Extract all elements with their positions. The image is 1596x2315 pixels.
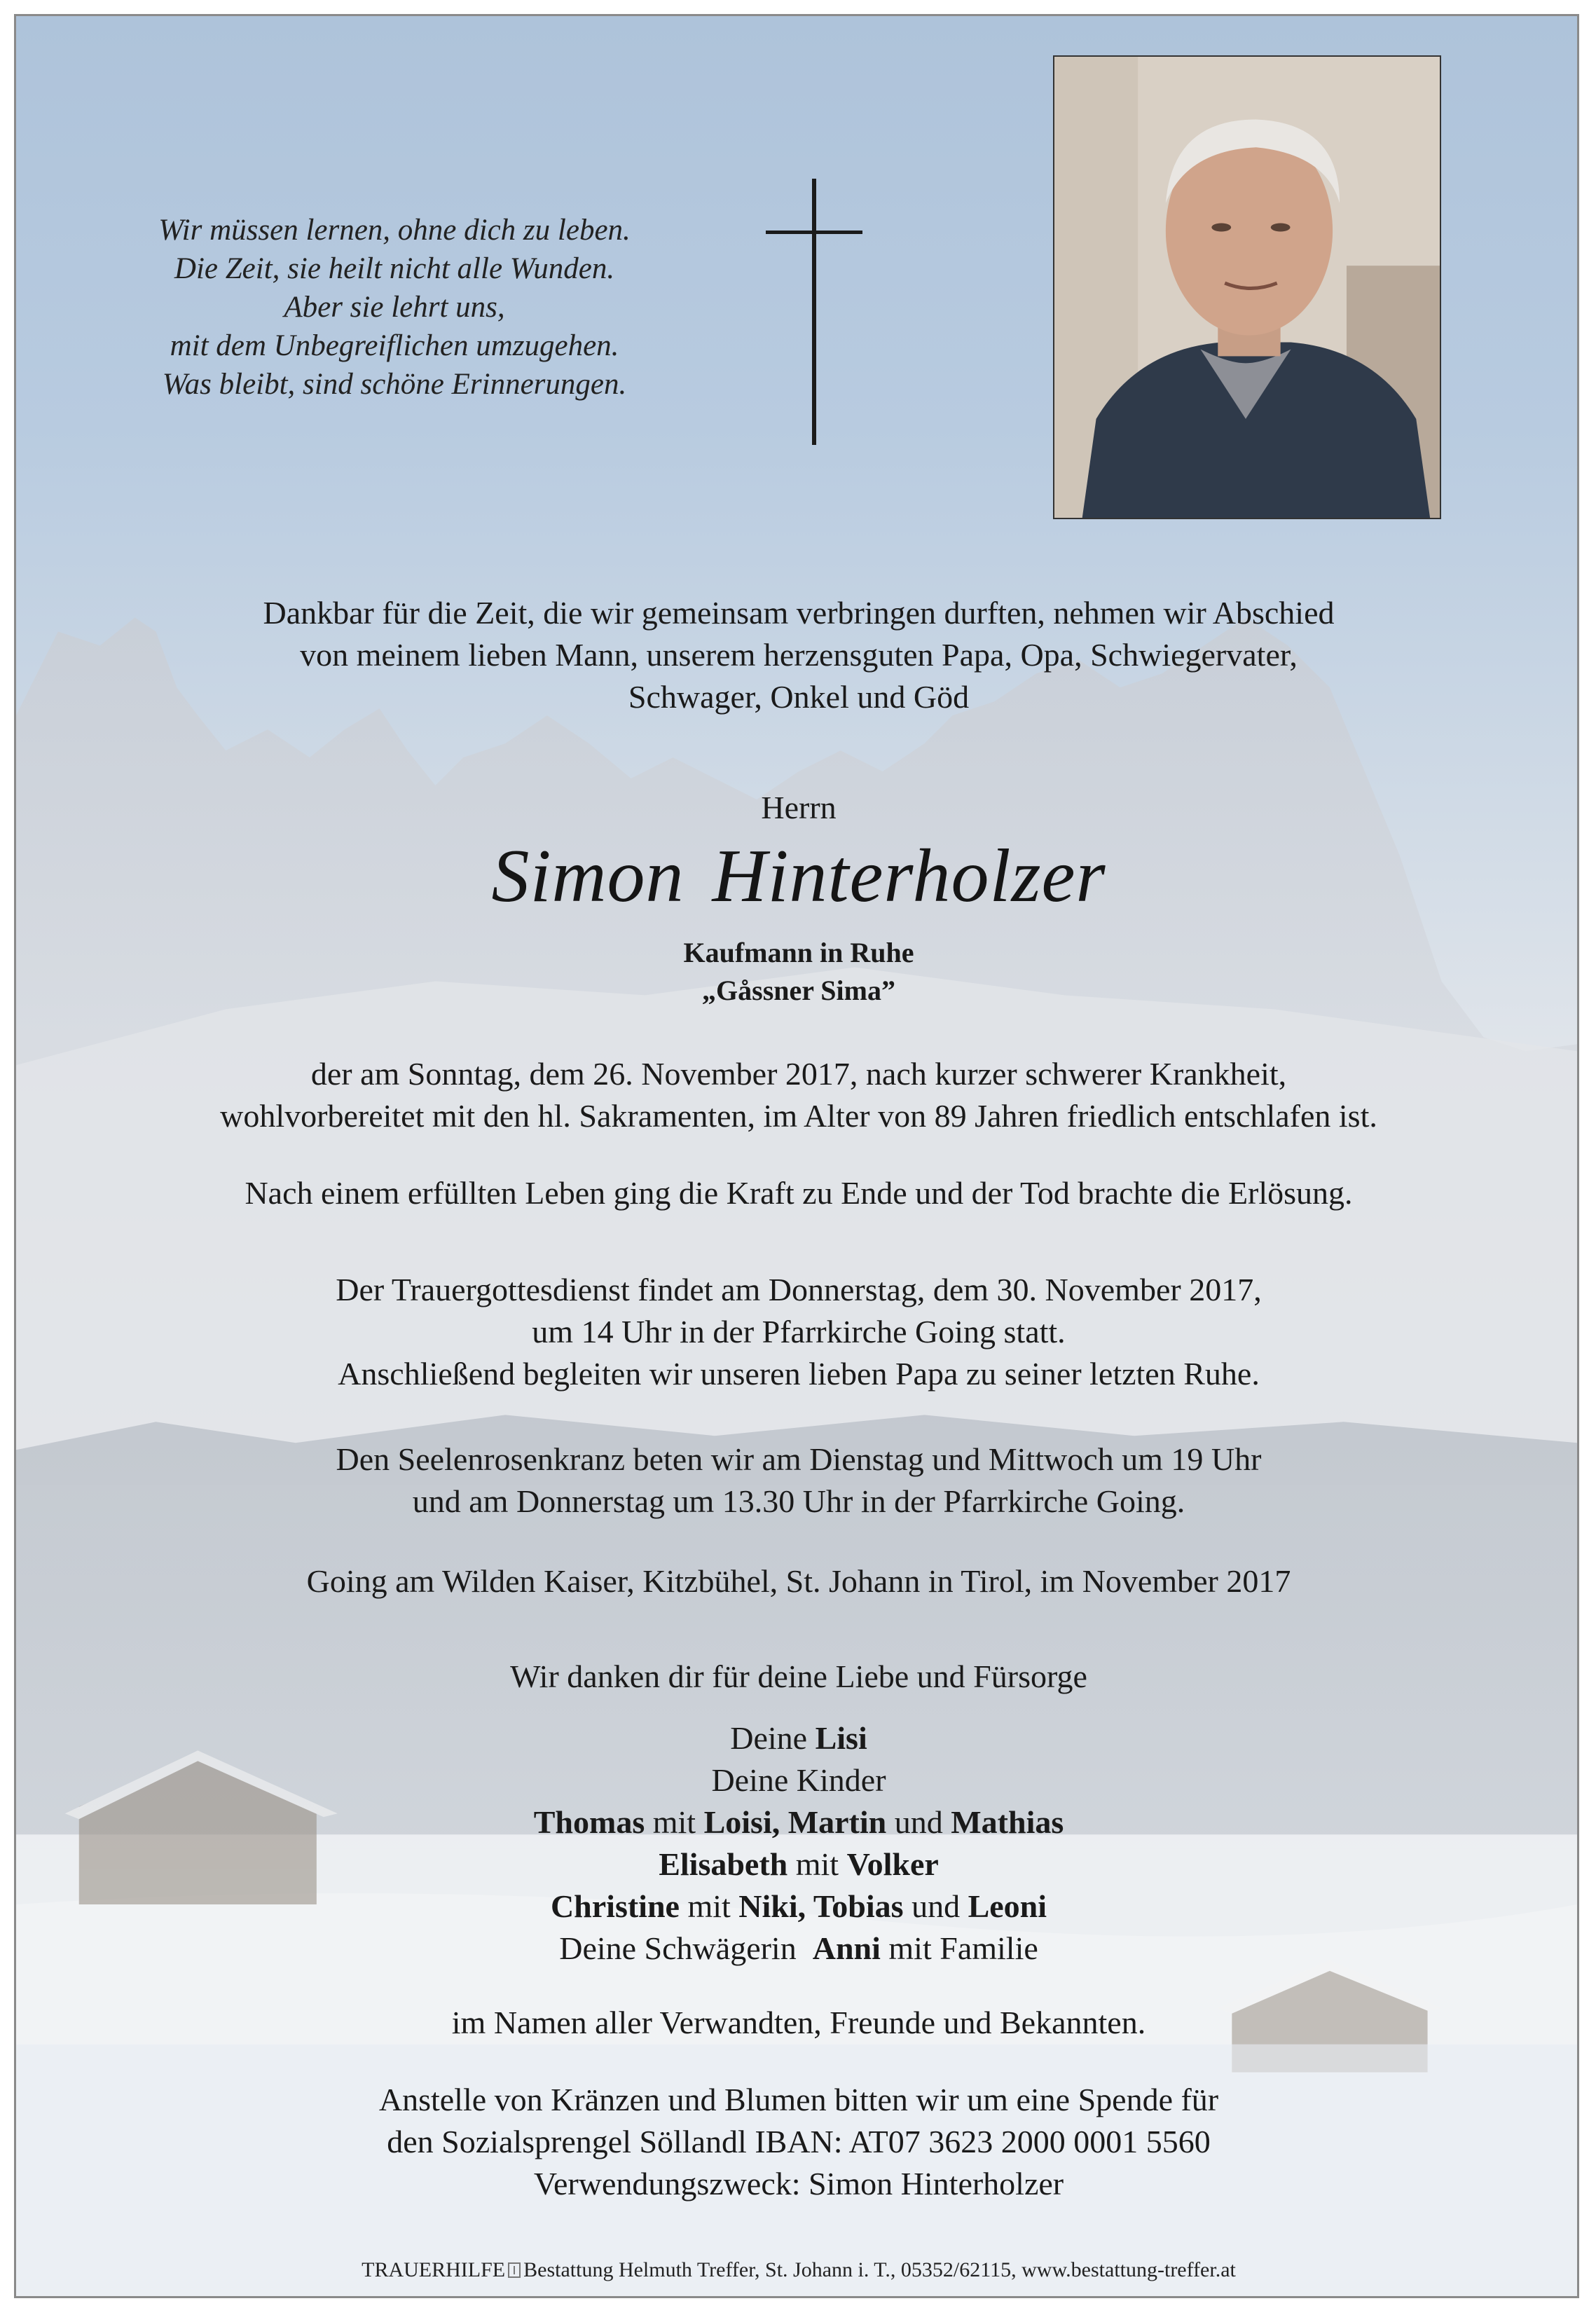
portrait-photo (1053, 55, 1441, 519)
family-line: Thomas mit Loisi, Martin und Mathias (533, 1804, 1064, 1840)
first-name: Simon (491, 834, 685, 918)
trauerhilfe-logo-icon (508, 2262, 521, 2278)
nickname: „Gåssner Sima” (702, 975, 895, 1006)
rosary-info (16, 1438, 1579, 1523)
death-notice-line: der am Sonntag, dem 26. November 2017, nach kurzer schwerer Krankheit, (310, 1056, 1287, 1092)
funeral-line: Der Trauergottesdienst findet am Donnerstag, dem 30. November 2017, (336, 1272, 1262, 1307)
children-heading: Deine Kinder (711, 1762, 886, 1798)
rosary-line: Den Seelenrosenkranz beten wir am Dienstag und Mittwoch um 19 Uhr (336, 1441, 1262, 1477)
occupation: Kaufmann in Ruhe (683, 937, 914, 968)
family-sister-in-law: Deine Schwägerin Anni mit Familie (559, 1930, 1038, 1966)
rosary-line: und am Donnerstag um 13.30 Uhr in der Pfarrkirche Going. (412, 1483, 1185, 1519)
donation-line: Anstelle von Kränzen und Blumen bitten wir um eine Spende für (378, 2082, 1219, 2117)
cross-icon (766, 179, 864, 445)
poem-line: Die Zeit, sie heilt nicht alle Wunden. (174, 252, 615, 285)
intro-line: Dankbar für die Zeit, die wir gemeinsam verbringen durften, nehmen wir Abschied (263, 595, 1335, 631)
intro-line: Schwager, Onkel und Göd (628, 679, 970, 715)
intro-text (16, 592, 1579, 718)
death-notice-line: wohlvorbereitet mit den hl. Sakramenten, im Alter von 89 Jahren friedlich entschlafen ist. (220, 1098, 1377, 1134)
poem (86, 211, 703, 404)
relatives-line: im Namen aller Verwandten, Freunde und Bekannten. (451, 2005, 1146, 2040)
funeral-line: um 14 Uhr in der Pfarrkirche Going statt. (532, 1314, 1066, 1349)
thanks-line: Wir danken dir für deine Liebe und Fürsorge (510, 1658, 1087, 1694)
footer (16, 2258, 1579, 2282)
salutation: Herrn (761, 790, 837, 825)
footer-brand: TRAUERHILFE (362, 2258, 506, 2281)
life-line: Nach einem erfüllten Leben ging die Kraft zu Ende und der Tod brachte die Erlösung. (245, 1175, 1353, 1211)
death-notice (16, 1053, 1579, 1137)
poem-line: Was bleibt, sind schöne Erinnerungen. (162, 368, 627, 401)
donation-line: den Sozialsprengel Söllandl IBAN: AT07 3623 2000 0001 5560 (387, 2124, 1211, 2159)
family-line: Christine mit Niki, Tobias und Leoni (550, 1888, 1047, 1924)
footer-text: Bestattung Helmuth Treffer, St. Johann i. T., 05352/62115, www.bestattung-treffer.at (523, 2258, 1236, 2281)
deceased-name (16, 834, 1579, 919)
family-list (16, 1717, 1579, 1970)
family-wife: Deine Lisi (730, 1720, 867, 1756)
poem-line: mit dem Unbegreiflichen umzugehen. (170, 329, 619, 362)
obituary-card (14, 14, 1579, 2298)
donation-line: Verwendungszweck: Simon Hinterholzer (533, 2166, 1064, 2201)
funeral-line: Anschließend begleiten wir unseren lieben Papa zu seiner letzten Ruhe. (338, 1356, 1260, 1392)
place-date: Going am Wilden Kaiser, Kitzbühel, St. Johann in Tirol, im November 2017 (306, 1563, 1291, 1599)
donation-info (16, 2079, 1579, 2205)
intro-line: von meinem lieben Mann, unserem herzensguten Papa, Opa, Schwiegervater, (300, 637, 1298, 673)
wife-name: Lisi (815, 1720, 867, 1756)
last-name: Hinterholzer (712, 834, 1106, 918)
family-line: Elisabeth mit Volker (659, 1846, 939, 1882)
funeral-info (16, 1269, 1579, 1395)
poem-line: Wir müssen lernen, ohne dich zu leben. (158, 214, 631, 247)
poem-line: Aber sie lehrt uns, (284, 291, 505, 324)
